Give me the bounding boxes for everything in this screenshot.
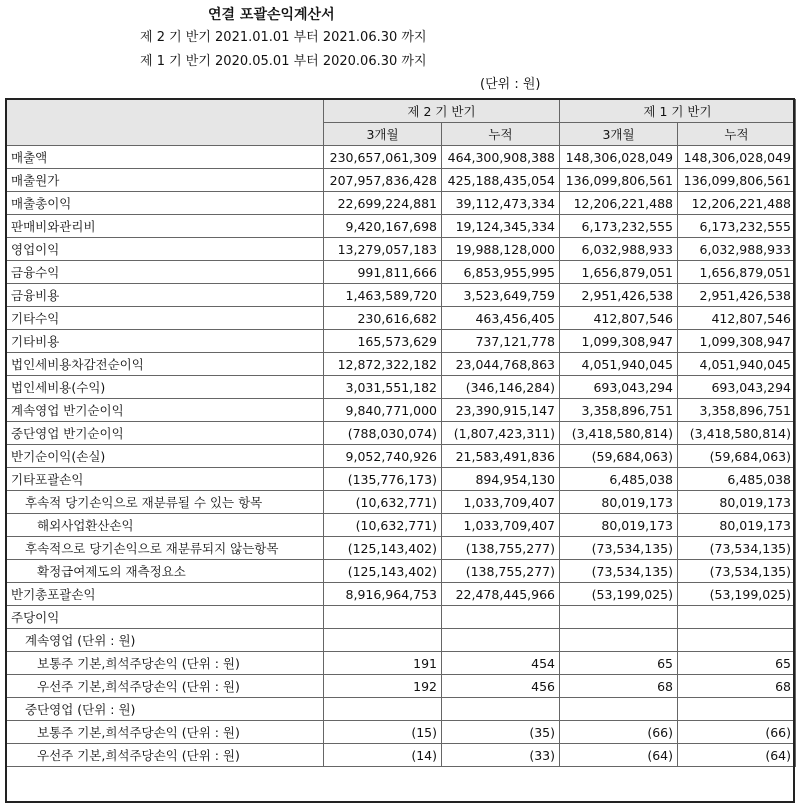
row-value: 8,916,964,753 bbox=[324, 583, 442, 606]
unit-label: (단위 : 원) bbox=[480, 77, 541, 92]
row-value: (15) bbox=[324, 721, 442, 744]
row-value: 9,840,771,000 bbox=[324, 399, 442, 422]
row-value: 6,032,988,933 bbox=[560, 238, 678, 261]
row-value: (10,632,771) bbox=[324, 514, 442, 537]
row-value: 693,043,294 bbox=[560, 376, 678, 399]
row-value: 136,099,806,561 bbox=[560, 169, 678, 192]
row-value: 6,173,232,555 bbox=[678, 215, 796, 238]
table-row bbox=[7, 560, 796, 583]
row-value bbox=[678, 698, 796, 721]
table-row bbox=[7, 445, 796, 468]
row-value: 19,124,345,334 bbox=[442, 215, 560, 238]
row-value bbox=[560, 606, 678, 629]
table-row bbox=[7, 675, 796, 698]
row-value: 1,656,879,051 bbox=[560, 261, 678, 284]
table-row bbox=[7, 353, 796, 376]
row-value: (1,807,423,311) bbox=[442, 422, 560, 445]
row-value: 191 bbox=[324, 652, 442, 675]
row-value: (135,776,173) bbox=[324, 468, 442, 491]
row-value: (73,534,135) bbox=[560, 537, 678, 560]
row-value: (3,418,580,814) bbox=[678, 422, 796, 445]
header-blank bbox=[7, 100, 324, 146]
row-label: 판매비와관리비 bbox=[7, 215, 324, 238]
header-period2: 제 2 기 반기 bbox=[324, 100, 560, 123]
row-value: 192 bbox=[324, 675, 442, 698]
row-label: 법인세비용(수익) bbox=[7, 376, 324, 399]
row-value: 1,033,709,407 bbox=[442, 514, 560, 537]
row-value: 12,206,221,488 bbox=[560, 192, 678, 215]
row-value: 894,954,130 bbox=[442, 468, 560, 491]
row-value bbox=[442, 629, 560, 652]
table-row bbox=[7, 514, 796, 537]
row-value: 148,306,028,049 bbox=[678, 146, 796, 169]
header-period1: 제 1 기 반기 bbox=[560, 100, 796, 123]
row-value bbox=[324, 698, 442, 721]
table-row bbox=[7, 583, 796, 606]
row-value: 464,300,908,388 bbox=[442, 146, 560, 169]
row-value bbox=[678, 606, 796, 629]
row-value: 12,872,322,182 bbox=[324, 353, 442, 376]
row-value: 1,033,709,407 bbox=[442, 491, 560, 514]
table-row bbox=[7, 284, 796, 307]
row-label: 반기순이익(손실) bbox=[7, 445, 324, 468]
row-value: 1,099,308,947 bbox=[560, 330, 678, 353]
row-label: 기타포괄손익 bbox=[7, 468, 324, 491]
row-value: 1,099,308,947 bbox=[678, 330, 796, 353]
row-label: 확정급여제도의 재측정요소 bbox=[7, 560, 324, 583]
table-row bbox=[7, 744, 796, 767]
row-value: 2,951,426,538 bbox=[560, 284, 678, 307]
row-label: 기타비용 bbox=[7, 330, 324, 353]
row-value: (59,684,063) bbox=[678, 445, 796, 468]
row-label: 매출액 bbox=[7, 146, 324, 169]
header-cum: 누적 bbox=[442, 123, 560, 146]
row-value: 22,699,224,881 bbox=[324, 192, 442, 215]
row-value: 80,019,173 bbox=[678, 491, 796, 514]
row-value: 22,478,445,966 bbox=[442, 583, 560, 606]
table-row bbox=[7, 698, 796, 721]
row-label: 해외사업환산손익 bbox=[7, 514, 324, 537]
row-value: 23,390,915,147 bbox=[442, 399, 560, 422]
row-label: 우선주 기본,희석주당손익 (단위 : 원) bbox=[7, 744, 324, 767]
row-value: (3,418,580,814) bbox=[560, 422, 678, 445]
row-label: 보통주 기본,희석주당손익 (단위 : 원) bbox=[7, 721, 324, 744]
table-row bbox=[7, 146, 796, 169]
row-value bbox=[442, 606, 560, 629]
table-row bbox=[7, 169, 796, 192]
row-value: 68 bbox=[560, 675, 678, 698]
row-label: 금융비용 bbox=[7, 284, 324, 307]
row-value: (66) bbox=[678, 721, 796, 744]
row-value: 148,306,028,049 bbox=[560, 146, 678, 169]
row-value: 9,052,740,926 bbox=[324, 445, 442, 468]
table-row bbox=[7, 330, 796, 353]
row-value: 21,583,491,836 bbox=[442, 445, 560, 468]
row-label: 중단영업 반기순이익 bbox=[7, 422, 324, 445]
table-row bbox=[7, 192, 796, 215]
row-value bbox=[324, 629, 442, 652]
row-value bbox=[442, 698, 560, 721]
row-value: 165,573,629 bbox=[324, 330, 442, 353]
row-label: 계속영업 (단위 : 원) bbox=[7, 629, 324, 652]
table-row bbox=[7, 215, 796, 238]
row-label: 기타수익 bbox=[7, 307, 324, 330]
row-value: 19,988,128,000 bbox=[442, 238, 560, 261]
row-value: 3,523,649,759 bbox=[442, 284, 560, 307]
row-value: (138,755,277) bbox=[442, 537, 560, 560]
row-label: 계속영업 반기순이익 bbox=[7, 399, 324, 422]
row-value: 6,853,955,995 bbox=[442, 261, 560, 284]
table-row bbox=[7, 537, 796, 560]
row-value: 23,044,768,863 bbox=[442, 353, 560, 376]
table-row bbox=[7, 399, 796, 422]
row-value: 991,811,666 bbox=[324, 261, 442, 284]
row-label: 매출총이익 bbox=[7, 192, 324, 215]
row-value: 456 bbox=[442, 675, 560, 698]
row-label: 금융수익 bbox=[7, 261, 324, 284]
row-value: 6,485,038 bbox=[678, 468, 796, 491]
row-value: 80,019,173 bbox=[678, 514, 796, 537]
row-value: (346,146,284) bbox=[442, 376, 560, 399]
row-value bbox=[560, 629, 678, 652]
row-value: 454 bbox=[442, 652, 560, 675]
row-value: 1,656,879,051 bbox=[678, 261, 796, 284]
table-row bbox=[7, 261, 796, 284]
table-row bbox=[7, 468, 796, 491]
row-value: 425,188,435,054 bbox=[442, 169, 560, 192]
row-value: 39,112,473,334 bbox=[442, 192, 560, 215]
row-value: 737,121,778 bbox=[442, 330, 560, 353]
row-value: 2,951,426,538 bbox=[678, 284, 796, 307]
row-value: (33) bbox=[442, 744, 560, 767]
row-value: 3,358,896,751 bbox=[678, 399, 796, 422]
row-value: 80,019,173 bbox=[560, 514, 678, 537]
table-row bbox=[7, 307, 796, 330]
row-value: (64) bbox=[560, 744, 678, 767]
row-label: 반기총포괄손익 bbox=[7, 583, 324, 606]
row-label: 후속적 당기손익으로 재분류될 수 있는 항목 bbox=[7, 491, 324, 514]
statement-title: 연결 포괄손익계산서 bbox=[208, 7, 335, 23]
row-value: (788,030,074) bbox=[324, 422, 442, 445]
table-row bbox=[7, 422, 796, 445]
row-value: (73,534,135) bbox=[678, 560, 796, 583]
header-cum: 누적 bbox=[678, 123, 796, 146]
row-value: 3,031,551,182 bbox=[324, 376, 442, 399]
row-value: (35) bbox=[442, 721, 560, 744]
row-label: 주당이익 bbox=[7, 606, 324, 629]
table-row bbox=[7, 491, 796, 514]
row-value: 230,657,061,309 bbox=[324, 146, 442, 169]
table-row bbox=[7, 238, 796, 261]
row-value: 6,485,038 bbox=[560, 468, 678, 491]
row-value: (73,534,135) bbox=[678, 537, 796, 560]
table-row bbox=[7, 376, 796, 399]
row-label: 보통주 기본,희석주당손익 (단위 : 원) bbox=[7, 652, 324, 675]
row-value: 4,051,940,045 bbox=[678, 353, 796, 376]
row-value: (59,684,063) bbox=[560, 445, 678, 468]
row-value: 80,019,173 bbox=[560, 491, 678, 514]
row-value: 3,358,896,751 bbox=[560, 399, 678, 422]
row-value: (64) bbox=[678, 744, 796, 767]
row-value: 693,043,294 bbox=[678, 376, 796, 399]
header-3m: 3개월 bbox=[560, 123, 678, 146]
row-value: 68 bbox=[678, 675, 796, 698]
row-label: 우선주 기본,희석주당손익 (단위 : 원) bbox=[7, 675, 324, 698]
row-value: 9,420,167,698 bbox=[324, 215, 442, 238]
row-value: 12,206,221,488 bbox=[678, 192, 796, 215]
row-value: 6,032,988,933 bbox=[678, 238, 796, 261]
period-prior: 제 1 기 반기 2020.05.01 부터 2020.06.30 까지 bbox=[140, 54, 427, 69]
row-value: 207,957,836,428 bbox=[324, 169, 442, 192]
row-value bbox=[678, 629, 796, 652]
row-label: 영업이익 bbox=[7, 238, 324, 261]
row-value: 136,099,806,561 bbox=[678, 169, 796, 192]
row-value: 13,279,057,183 bbox=[324, 238, 442, 261]
row-value: (66) bbox=[560, 721, 678, 744]
row-value: (73,534,135) bbox=[560, 560, 678, 583]
row-value: 6,173,232,555 bbox=[560, 215, 678, 238]
row-value: (53,199,025) bbox=[678, 583, 796, 606]
row-label: 매출원가 bbox=[7, 169, 324, 192]
header-3m: 3개월 bbox=[324, 123, 442, 146]
row-value: 412,807,546 bbox=[560, 307, 678, 330]
row-value: (10,632,771) bbox=[324, 491, 442, 514]
row-label: 중단영업 (단위 : 원) bbox=[7, 698, 324, 721]
period-current: 제 2 기 반기 2021.01.01 부터 2021.06.30 까지 bbox=[140, 30, 427, 45]
table-row bbox=[7, 721, 796, 744]
row-label: 후속적으로 당기손익으로 재분류되지 않는항목 bbox=[7, 537, 324, 560]
row-label: 법인세비용차감전순이익 bbox=[7, 353, 324, 376]
row-value: 65 bbox=[560, 652, 678, 675]
row-value: (125,143,402) bbox=[324, 560, 442, 583]
row-value: 412,807,546 bbox=[678, 307, 796, 330]
row-value: 463,456,405 bbox=[442, 307, 560, 330]
income-statement-table bbox=[6, 99, 796, 767]
row-value bbox=[324, 606, 442, 629]
row-value: 1,463,589,720 bbox=[324, 284, 442, 307]
row-value: 4,051,940,045 bbox=[560, 353, 678, 376]
row-value: (125,143,402) bbox=[324, 537, 442, 560]
row-value: 65 bbox=[678, 652, 796, 675]
row-value bbox=[560, 698, 678, 721]
row-value: 230,616,682 bbox=[324, 307, 442, 330]
row-value: (14) bbox=[324, 744, 442, 767]
table-row bbox=[7, 629, 796, 652]
row-value: (53,199,025) bbox=[560, 583, 678, 606]
table-row bbox=[7, 652, 796, 675]
row-value: (138,755,277) bbox=[442, 560, 560, 583]
table-row bbox=[7, 606, 796, 629]
